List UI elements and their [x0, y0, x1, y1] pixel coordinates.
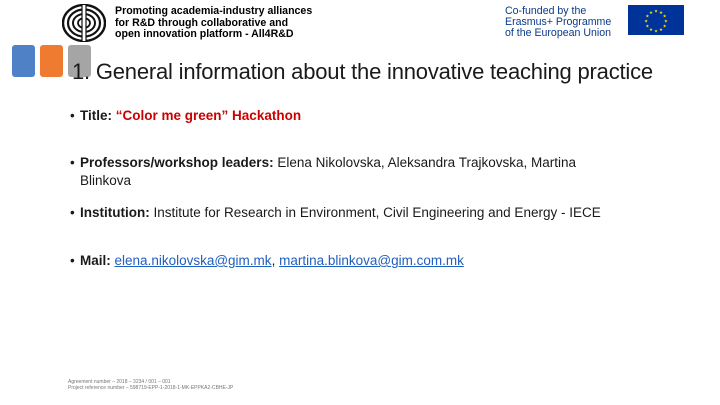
leaders-label: Professors/workshop leaders:	[80, 155, 274, 170]
all4rd-logo-icon	[62, 4, 106, 42]
svg-text:★: ★	[662, 24, 667, 30]
bullet-dot-icon: •	[70, 108, 75, 123]
institution-label: Institution:	[80, 205, 150, 220]
bullet-leaders	[70, 154, 620, 190]
footer-project-ref: Project reference number – 598719-EPP-1-2018-1-MK-EPPKA2-CBHE-JP	[68, 385, 234, 391]
bullet-institution	[70, 204, 620, 222]
footer-agreement: Agreement number – 2018 – 3234 / 001 – 001	[68, 379, 171, 385]
project-logo-line: open innovation platform - All4R&D	[115, 28, 294, 40]
svg-text:★: ★	[663, 19, 668, 25]
title-value: “Color me green” Hackathon	[115, 108, 302, 123]
eu-flag-icon	[628, 5, 684, 35]
slide-heading: 1. General information about the innovative teaching practice	[72, 59, 653, 84]
mail-separator: ,	[271, 253, 276, 268]
svg-text:★: ★	[658, 28, 664, 33]
svg-text:★: ★	[653, 9, 659, 15]
svg-text:★: ★	[644, 19, 649, 25]
svg-text:★: ★	[653, 29, 659, 35]
eu-line: Erasmus+ Programme	[505, 16, 612, 28]
svg-text:★: ★	[645, 14, 650, 20]
accent-square-orange	[40, 45, 63, 77]
title-label: Title:	[80, 108, 113, 123]
eu-line: of the European Union	[505, 27, 612, 39]
bullet-title	[70, 107, 620, 125]
bullet-dot-icon: •	[70, 253, 75, 268]
bullet-dot-icon: •	[70, 155, 75, 170]
mail-label: Mail:	[80, 253, 111, 268]
svg-text:★: ★	[645, 24, 650, 30]
svg-text:★: ★	[648, 10, 654, 16]
leaders-value: Elena Nikolovska, Aleksandra Trajkovska, Martina Blinkova	[80, 155, 576, 188]
svg-text:★: ★	[658, 10, 664, 16]
mail-link-martina[interactable]: martina.blinkova@gim.com.mk	[279, 253, 464, 268]
svg-text:★: ★	[662, 14, 667, 20]
project-logo	[62, 4, 362, 42]
project-logo-line: for R&D through collaborative and	[115, 16, 289, 29]
footer	[68, 379, 233, 391]
bullet-dot-icon: •	[70, 205, 75, 220]
project-logo-text	[115, 6, 312, 41]
eu-cofunded-text	[505, 5, 650, 39]
project-logo-line: Promoting academia-industry alliances	[115, 5, 313, 17]
eu-line: Co-funded by the	[505, 5, 587, 17]
mail-link-elena[interactable]: elena.nikolovska@gim.mk	[114, 253, 272, 268]
institution-value: Institute for Research in Environment, Civil Engineering and Energy - IECE	[153, 205, 601, 220]
svg-text:★: ★	[648, 28, 654, 33]
accent-square-blue	[12, 45, 35, 77]
bullet-mail	[70, 252, 620, 270]
